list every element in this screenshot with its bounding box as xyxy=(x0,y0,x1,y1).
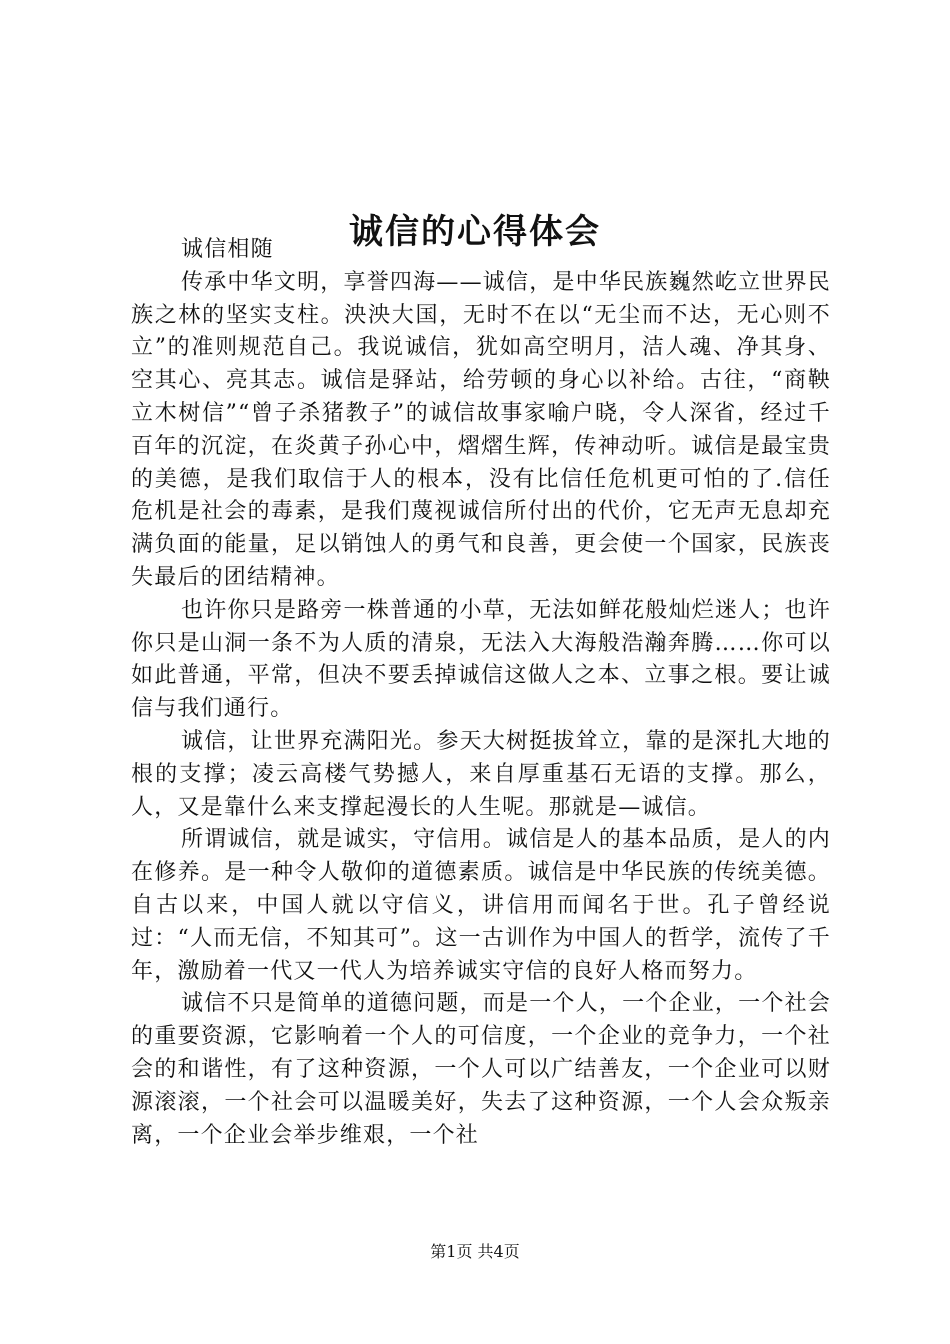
paragraph-2: 也许你只是路旁一株普通的小草，无法如鲜花般灿烂迷人；也许你只是山洞一条不为人质的清泉，无法入大海般浩瀚奔腾……你可以如此普通，平常，但决不要丢掉诚信这做人之本、立事之根。要让诚信与我们通行。 xyxy=(131,597,831,722)
paragraph-1: 传承中华文明，享誉四海——诚信，是中华民族巍然屹立世界民族之林的坚实支柱。泱泱大国，无时不在以“无尘而不达，无心则不立”的准则规范自己。我说诚信，犹如高空明月，洁人魂、净其身、空其心、亮其志。诚信是驿站，给劳顿的身心以补给。古往，“商鞅立木树信”“曾子杀猪教子”的诚信故事家喻户晓，令人深省，经过千百年的沉淀，在炎黄子孙心中，熠熠生辉，传神动听。诚信是最宝贵的美德，是我们取信于人的根本，没有比信任危机更可怕的了.信任危机是社会的毒素，是我们蔑视诚信所付出的代价，它无声无息却充满负面的能量，足以销蚀人的勇气和良善，更会使一个国家，民族丧失最后的团结精神。 xyxy=(131,269,831,590)
paragraph-3: 诚信，让世界充满阳光。参天大树挺拔耸立，靠的是深扎大地的根的支撑；凌云高楼气势撼人，来自厚重基石无语的支撑。那么，人，又是靠什么来支撑起漫长的人生呢。那就是—诚信。 xyxy=(131,728,831,820)
section-subtitle: 诚信相随 xyxy=(181,237,274,262)
document-body xyxy=(131,234,831,1152)
page-number-footer: 第1页 共4页 xyxy=(430,1242,520,1261)
document-title: 诚信的心得体会 xyxy=(349,211,601,252)
paragraph-4: 所谓诚信，就是诚实，守信用。诚信是人的基本品质，是人的内在修养。是一种令人敬仰的道德素质。诚信是中华民族的传统美德。自古以来，中国人就以守信义，讲信用而闻名于世。孔子曾经说过：“人而无信，不知其可”。这一古训作为中国人的哲学，流传了千年，激励着一代又一代人为培养诚实守信的良好人格而努力。 xyxy=(131,827,831,984)
paragraph-5: 诚信不只是简单的道德问题，而是一个人，一个企业，一个社会的重要资源，它影响着一个人的可信度，一个企业的竞争力，一个社会的和谐性，有了这种资源，一个人可以广结善友，一个企业可以财源滚滚，一个社会可以温暖美好，失去了这种资源，一个人会众叛亲离，一个企业会举步维艰，一个社 xyxy=(131,991,831,1148)
